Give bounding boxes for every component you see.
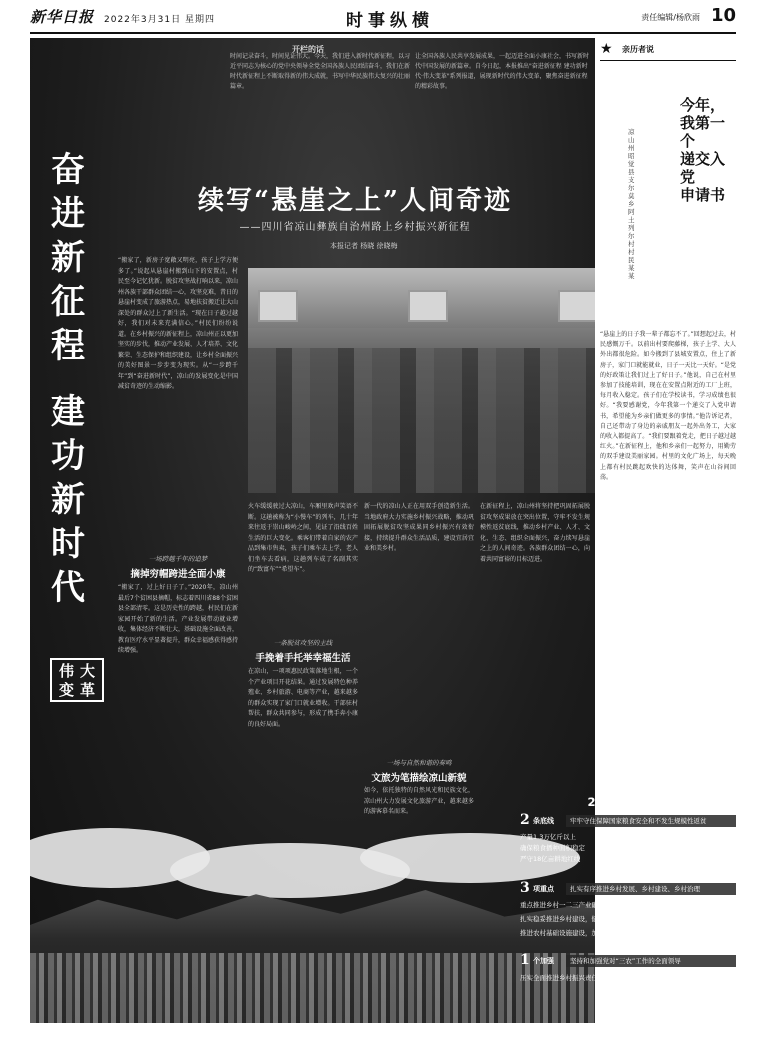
article-column-2b: 在凉山，一项项惠民政策落地生根，一个个产业项目开花结果。通过发展特色种养殖业、乡村旅游、电商等产业，越来越多的群众实现了家门口就业增收。干部驻村帮扶，群众共同参与，形成了携手奔小康的良好局面。 (248, 668, 358, 728)
priority-item: 压实全面推进乡村振兴责任，加强党的农村基层组织建设 (520, 974, 683, 982)
headline: 续写“悬崖之上”人间奇迹 (198, 186, 512, 216)
masthead-divider (30, 32, 736, 34)
vertical-title-char: 新 (51, 480, 85, 520)
vertical-title-char: 新 (51, 238, 85, 278)
section-kicker: 一场与自然和谐的奏鸣 (386, 759, 452, 767)
priority-label: 条底线 (533, 817, 554, 825)
masthead (30, 6, 736, 32)
article-column-4: 在新征程上，凉山州将坚持把巩固拓展脱贫攻坚成果放在突出位置，守牢不发生规模性返贫底线，推动乡村产业、人才、文化、生态、组织全面振兴，奋力续写悬崖之上的人间奇迹。各族群众团结一心，向着共同富裕的目标迈进。 (480, 503, 590, 563)
side-column-header (600, 41, 736, 58)
series-seal: 伟 大 变 革 (50, 658, 104, 702)
vertical-title-char: 功 (51, 436, 85, 476)
newspaper-logo: 新华日报 (30, 8, 95, 26)
priority-item: 推动脱贫地区帮扶政策落实 (640, 844, 718, 852)
article-column-2: 火车缓缓驶过大凉山，车厢里欢声笑语不断。这趟被称为“小慢车”的列车，几十年来往返于崇山峻岭之间，见证了沿线百姓生活的巨大变化。乘客们带着自家的农产品到集市售卖，孩子们乘车去上学，老人们坐车去看病，这趟列车成了名副其实的“致富车”“希望车”。 (248, 503, 358, 573)
vertical-title-char: 建 (51, 392, 85, 432)
priority-item: 扎实稳妥推进乡村建设，健全党组织领导的乡村治理体系 (520, 915, 683, 923)
priority-item: 确保粮食播种面积稳定 (520, 844, 585, 852)
priority-label: 项重点 (533, 885, 554, 893)
star-icon: ★ (600, 41, 613, 57)
byline: 本报记者 杨晓 徐晓梅 (330, 242, 398, 250)
side-column-label: 亲历者说 (622, 45, 654, 54)
mountain-town-photo (30, 808, 595, 1023)
vertical-title-char: 奋 (51, 150, 85, 190)
side-article-title: 今年， 我第一个 递交入党 申请书 (680, 96, 726, 204)
priority-number: 2 (520, 812, 530, 828)
page-number: 10 (710, 5, 736, 26)
priority-item: 产量1.3万亿斤以上 (520, 833, 576, 841)
editor-credit: 责任编辑/杨欣雨 (641, 13, 700, 22)
feature-panel (30, 38, 595, 1023)
section-heading: 手挽着手托举幸福生活 (255, 653, 351, 664)
vertical-title-char: 进 (51, 194, 85, 234)
vertical-title (46, 148, 90, 610)
article-column-1: “搬家了，新房子宽敞又明亮，孩子上学方便多了。”说起从悬崖村搬到山下的安置点，村民至今记忆犹新。脱贫攻坚战打响以来，凉山州各族干部群众团结一心，攻坚克难，昔日的悬崖村变成了旅游热点，易地扶贫搬迁让大山深处的群众过上了新生活。“现在日子越过越好，我们对未来充满信心。”村民们纷纷说道。在乡村振兴的新征程上，凉山州正以更加坚实的步伐，推动产业发展、人才培养、文化繁荣、生态保护和组织建设，让乡村全面振兴的美好图景一步步变为现实。从“一步跨千年”到“奋进新时代”，凉山的发展变化是中国减贫奇迹的生动缩影。 (118, 257, 238, 390)
side-article-body: “悬崖上的日子我一辈子都忘不了。”回想起过去，村民感慨万千。以前出村要爬藤梯，孩子上学、大人外出都很危险。如今搬到了县城安置点，住上了新房子，家门口就能就业，日子一天比一天好。“是党的好政策让我们过上了好日子。”他说，自己在村里参加了技能培训，现在在安置点附近的工厂上班，每月收入稳定。孩子们在学校读书，学习成绩也很好。“我要感谢党，今年我第一个递交了入党申请书，希望能为乡亲们做更多的事情。”他告诉记者，自己还带动了身边的亲戚朋友一起外出务工，大家的收入都提高了。“我们要跟着党走，把日子越过越红火。”在新征程上，他和乡亲们一起努力，用勤劳的双手建设美丽家园。村里的文化广场上，每天晚上都有村民跳起欢快的达体舞，笑声在山谷间回荡。 (600, 331, 736, 481)
section-kicker: 一条脱贫攻坚的主线 (273, 639, 333, 647)
priority-item: 完善落实监测帮扶机制 (640, 833, 705, 841)
section-kicker: 一场跨越千年的追梦 (148, 555, 208, 563)
intro-text-left: 时间记录奋斗，时间见证伟大。今天，我们进入新时代新征程，以习近平同志为核心的党中央领导全党全国各族人民团结奋斗，我们在新时代新征程上不断取得新的伟大成就，书写中华民族伟大复兴的壮丽篇章。 (230, 53, 410, 90)
vertical-title-char: 代 (51, 568, 85, 608)
priority-label: 个加强 (533, 957, 554, 965)
subheadline: ——四川省凉山彝族自治州路上乡村振兴新征程 (239, 222, 471, 233)
article-column-3: 新一代的凉山人正在用双手创造新生活。当地政府大力实施乡村振兴战略，推动巩固拓展脱贫攻坚成果同乡村振兴有效衔接，持续提升群众生活品质，建设宜居宜业和美乡村。 (364, 503, 474, 552)
priority-item: 推进农村基础设施建设，加强农村精神文明建设 (520, 929, 657, 937)
section-heading: 摘掉穷帽跨进全面小康 (130, 569, 226, 580)
side-divider (600, 60, 736, 61)
column-kicker: 开栏的话 (292, 45, 324, 54)
rural-priorities-title: 2022年乡村振兴重点工作 (587, 795, 736, 809)
priority-bar: 坚持和加强党对“三农”工作的全面领导 (566, 955, 736, 967)
vertical-title-char: 征 (51, 282, 85, 322)
priority-item: 巩固拓展脱贫攻坚成果 (640, 855, 705, 863)
side-article-source: 凉山州昭觉县支尔莫乡阿土列尔村村民 某某 (628, 128, 635, 280)
priority-item: 重点推进乡村一二三产业融合发展，促进农民就业增收 (520, 901, 676, 909)
article-column-3b: 如今，依托独特的自然风光和民族文化，凉山州大力发展文化旅游产业，越来越多的游客慕名而来。 (364, 787, 474, 815)
priority-number: 3 (520, 880, 530, 896)
section-title: 时事纵横 (346, 11, 434, 31)
vertical-title-char: 时 (51, 524, 85, 564)
issue-date: 2022年3月31日 星期四 (104, 15, 215, 25)
section-heading: 文旅为笔描绘凉山新貌 (371, 773, 467, 784)
intro-text-right: 让全国各族人民共享发展成果，一起迈进全面小康社会，书写新时代中国发展的新篇章。自今日起，本报推出"奋进新征程 建功新时代·伟大变革"系列报道，展现新时代的伟大变革，聚焦奋进新征程的精彩故事。 (415, 53, 590, 90)
train-passengers-photo (248, 268, 595, 493)
priority-item: 严守18亿亩耕地红线 (520, 855, 581, 863)
priority-bar: 牢牢守住保障国家粮食安全和不发生规模性返贫 (566, 815, 736, 827)
article-column-1b: “搬家了，过上好日子了。”2020年，凉山州最后7个贫困县摘帽，标志着四川省88个贫困县全部清零。这是历史性的跨越，村民们在新家园开始了新的生活。产业发展带动就业增收，集体经济不断壮大，基础设施全面改善，教育医疗水平显著提升，群众幸福感获得感持续增强。 (118, 584, 238, 654)
vertical-title-char: 程 (51, 326, 85, 366)
priority-bar: 扎实有序推进乡村发展、乡村建设、乡村治理 (566, 883, 736, 895)
priority-number: 1 (520, 952, 530, 968)
